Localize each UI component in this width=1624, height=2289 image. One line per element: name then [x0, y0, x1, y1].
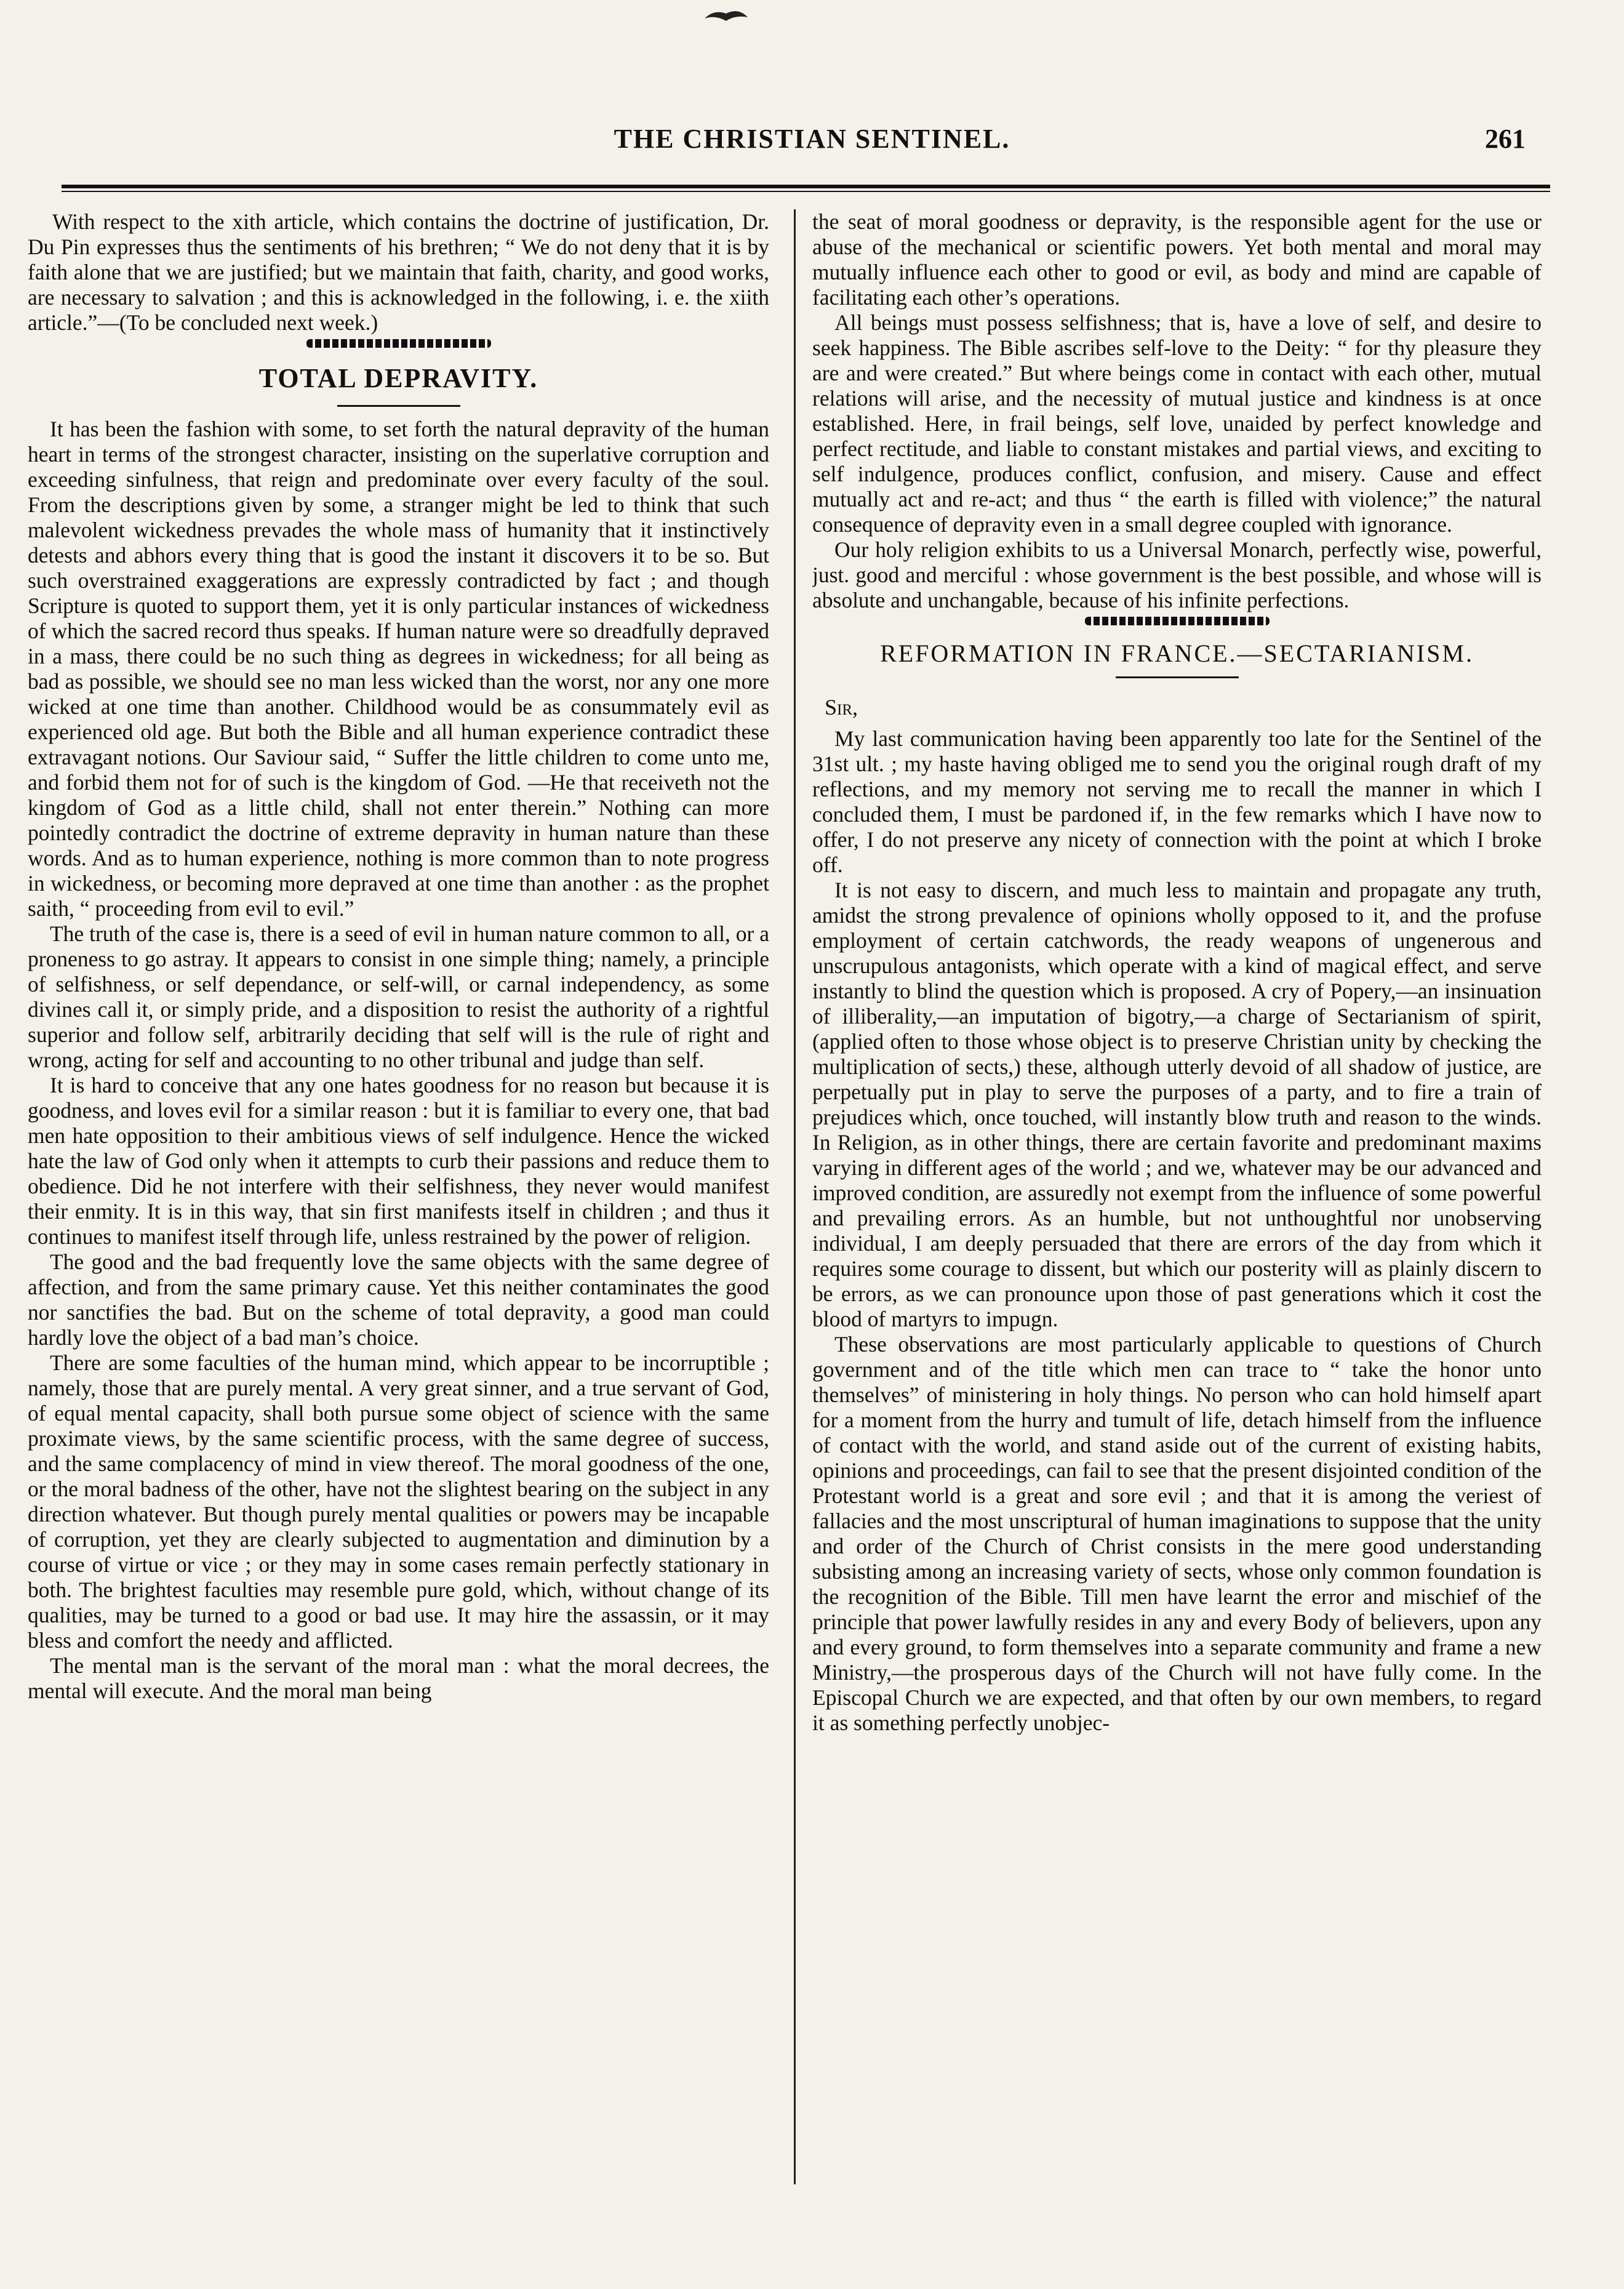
- article-heading: TOTAL DEPRAVITY.: [258, 363, 538, 393]
- paragraph: It has been the fashion with some, to set forth the natural depravity of the human heart in terms of the strongest character, insisting on the superlative corruption and exceeding sinfulness, that reign and predominate over every faculty of the soul. From the descriptions given by some, a stranger might be led to think that such malevolent wickedness prevades the whole mass of humanity that it instinctively detests and abhors every thing that is good the instant it discovers it to be so. But such overstrained exaggerations are expressly contradicted by fact ; and though Scripture is quoted to support them, yet it is only particular instances of wickedness of which the sacred record thus speaks. If human nature were so dreadfully depraved in a mass, there could be no such thing as degrees in wickedness; for all being as bad as possible, we should see no man less wicked than the worst, nor any one more wicked at one time than another. Childhood would be as consummately evil as experienced old age. But both the Bible and all human experience contradict these extravagant notions. Our Saviour said, “ Suffer the little children to come unto me, and forbid them not for of such is the kingdom of God. —He that receiveth not the kingdom of God as a little child, shall not enter therein.” Nothing can more pointedly contradict the doctrine of extreme depravity in human nature than these words. And as to human experience, nothing is more common than to note progress in wickedness, or becoming more depraved at one time than another : as the prophet saith, “ proceeding from evil to evil.”: [28, 417, 769, 921]
- paragraph: The truth of the case is, there is a seed of evil in human nature common to all, or a proneness to go astray. It appears to consist in one simple thing; namely, a principle of selfishness, or self dependance, or self-will, or carnal independency, as some divines call it, or simply pride, and a disposition to resist the authority of a rightful superior and follow self, arbitrarily deciding that self will is the rule of right and wrong, acting for self and accounting to no other tribunal and judge than self.: [28, 921, 769, 1072]
- heading-rule: [1116, 676, 1239, 678]
- ornamental-rule: [1085, 617, 1270, 625]
- left-column: [28, 209, 769, 2191]
- paragraph: These observations are most particularly applicable to questions of Church government and of the title which men can trace to “ take the honor unto themselves” of ministering in holy things. No person who can hold himself apart for a moment from the hurry and tumult of life, detach himself from the influence of contact with the world, and stand aside out of the current of existing habits, opinions and proceedings, can fail to see that the present disjointed condition of the Protestant world is a great and sore evil ; and that it is among the veriest of fallacies and the most unscriptural of human imaginations to suppose that the unity and order of the Church of Christ consists in the mere good understanding subsisting among an increasing variety of sects, whose only common foundation is the recognition of the Bible. Till men have learnt the error and mischief of the principle that power lawfully resides in any and every Body of believers, upon any and every ground, to form themselves into a separate community and frame a new Ministry,—the prosperous days of the Church will not have fully come. In the Episcopal Church we are expected, and that often by our own members, to regard it as something perfectly unobjec-: [812, 1332, 1542, 1735]
- page-number: 261: [1485, 124, 1526, 154]
- paragraph: The mental man is the servant of the moral man : what the moral decrees, the mental will execute. And the moral man being: [28, 1653, 769, 1703]
- salutation: Sir,: [825, 695, 858, 720]
- column-divider: [794, 209, 796, 2184]
- right-column: [812, 209, 1542, 2191]
- paragraph: There are some faculties of the human mind, which appear to be incorruptible ; namely, those that are purely mental. A very great sinner, and a true servant of God, of equal mental capacity, shall both pursue some object of science with the same proximate views, by the same scientific process, with the same degree of success, and the same complacency of mind in view thereof. The moral goodness of the one, or the moral badness of the other, have not the slightest bearing on the subject in any direction whatever. But though purely mental qualities or powers may be incapable of corruption, yet they are clearly subjected to augmentation and diminution by a course of virtue or vice ; or they may in some cases remain perfectly stationary in both. The brightest faculties may resemble pure gold, which, without change of its qualities, may be turned to a good or bad use. It may hire the assassin, or it may bless and comfort the needy and afflicted.: [28, 1350, 769, 1653]
- paragraph: It is not easy to discern, and much less to maintain and propagate any truth, amidst the strong prevalence of opinions wholly opposed to it, and the profuse employment of certain catchwords, the ready weapons of ungenerous and unscrupulous antagonists, which operate with a kind of magical effect, and serve instantly to blind the question which is proposed. A cry of Popery,—an insinuation of illiberality,—an imputation of bigotry,—a charge of Sectarianism of spirit, (applied often to those whose object is to preserve Christian unity by checking the multiplication of sects,) these, although utterly devoid of all shadow of justice, are perpetually put in play to serve the purposes of a party, and to fire a train of prejudices which, once touched, will instantly blow truth and reason to the winds. In Religion, as in other things, there are certain favorite and predominant maxims varying in different ages of the world ; and we, whatever may be our advanced and improved condition, are assuredly not exempt from the influence of some powerful and prevailing errors. As an humble, but not unthoughtful nor unobserving individual, I am deeply persuaded that there are errors of the day from which it requires some courage to dissent, but which our posterity will as plainly discern to be errors, as we can pronounce upon those of past generations which it cost the blood of martyrs to impugn.: [812, 878, 1542, 1331]
- article-heading: REFORMATION IN FRANCE.—SECTARIANISM.: [880, 639, 1474, 667]
- paragraph: The good and the bad frequently love the same objects with the same degree of affection, and from the same primary cause. Yet this neither contaminates the good nor sanctifies the bad. But on the scheme of total depravity, a good man could hardly love the object of a bad man’s choice.: [28, 1249, 769, 1350]
- paragraph: My last communication having been apparently too late for the Sentinel of the 31st ult. ; my haste having obliged me to send you the original rough draft of my reflections, and my memory not serving me to recall the manner in which I concluded them, I must be pardoned if, in the few remarks which I have now to offer, I do not preserve any nicety of connection with the point at which I broke off.: [812, 726, 1542, 877]
- ornament-icon: [702, 6, 751, 25]
- header-rule: [62, 185, 1550, 192]
- ornamental-rule: [306, 339, 491, 348]
- paragraph: Our holy religion exhibits to us a Universal Monarch, perfectly wise, powerful, just. good and merciful : whose government is the best possible, and whose will is absolute and unchangable, because of his infinite perfections.: [812, 537, 1542, 612]
- paragraph: All beings must possess selfishness; that is, have a love of self, and desire to seek happiness. The Bible ascribes self-love to the Deity: “ for thy pleasure they are and were created.” But where beings come in contact with each other, mutual relations will arise, and the necessity of mutual justice and kindness is at once established. Here, in frail beings, self love, unaided by perfect knowledge and perfect rectitude, and liable to constant mistakes and partial views, and exciting to self indulgence, produces conflict, confusion, and misery. Cause and effect mutually act and re-act; and thus “ the earth is filled with violence;” the natural consequence of depravity even in a small degree coupled with ignorance.: [812, 310, 1542, 537]
- heading-rule: [337, 405, 460, 407]
- paragraph: the seat of moral goodness or depravity, is the responsible agent for the use or abuse of the mechanical or scientific powers. Yet both mental and moral may mutually influence each other to good or evil, as body and mind are capable of facilitating each other’s operations.: [812, 209, 1542, 310]
- running-title: THE CHRISTIAN SENTINEL.: [614, 124, 1010, 154]
- paragraph: It is hard to conceive that any one hates goodness for no reason but because it is goodness, and loves evil for a similar reason : but it is familiar to every one, that bad men hate opposition to their ambitious views of self indulgence. Hence the wicked hate the law of God only when it attempts to curb their passions and reduce them to obedience. Did he not interfere with their selfishness, they never would manifest their enmity. It is in this way, that sin first manifests itself in children ; and thus it continues to manifest itself through life, unless restrained by the power of religion.: [28, 1073, 769, 1249]
- page-header: [0, 123, 1624, 166]
- article-continuation: With respect to the xith article, which contains the doctrine of justification, Dr. Du Pin expresses thus the sentiments of his brethren; “ We do not deny that it is by faith alone that we are justified; but we maintain that faith, charity, and good works, are necessary to salvation ; and this is acknowledged in the following, i. e. the xiith article.”—(To be concluded next week.): [28, 209, 769, 335]
